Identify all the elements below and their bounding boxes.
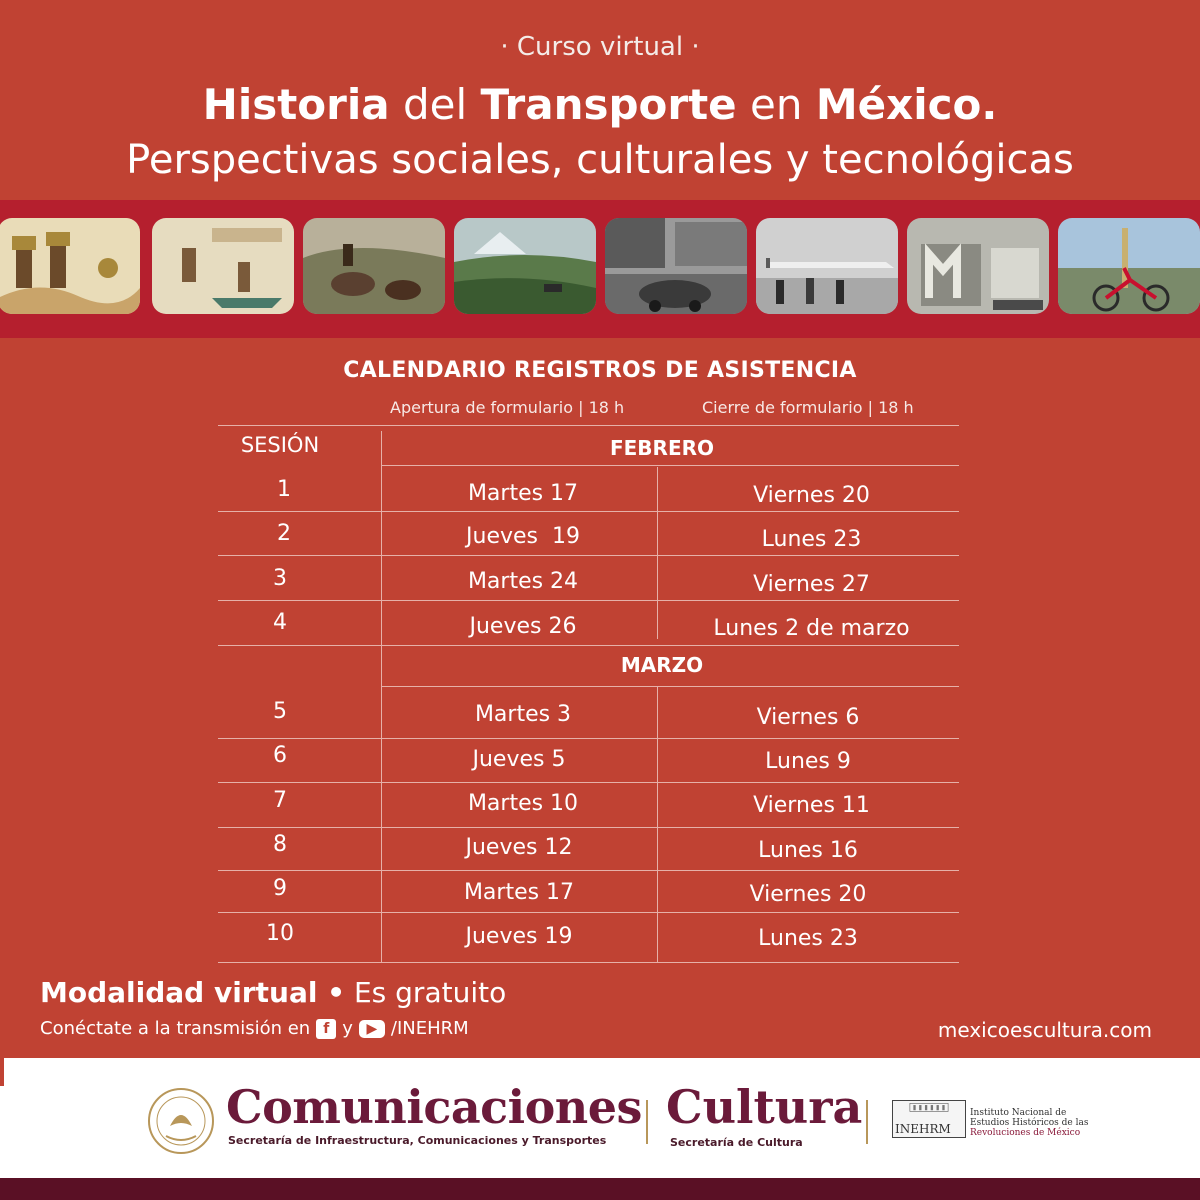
close-date: Viernes 27 bbox=[753, 572, 870, 597]
course-kicker: · Curso virtual · bbox=[500, 32, 700, 62]
close-label: Cierre de formulario | 18 h bbox=[702, 398, 914, 417]
image-strip bbox=[0, 200, 1200, 338]
connect-handle[interactable]: /INEHRM bbox=[390, 1018, 469, 1039]
table-rule bbox=[382, 465, 959, 466]
comunicaciones-subtitle: Secretaría de Infraestructura, Comunicaciones y Transportes bbox=[228, 1134, 607, 1147]
modality-free: Es gratuito bbox=[345, 976, 507, 1009]
title-word-del: del bbox=[389, 80, 481, 129]
session-number: 4 bbox=[273, 610, 287, 635]
inehrm-desc-line: Estudios Históricos de las bbox=[970, 1118, 1089, 1128]
table-rule bbox=[218, 555, 959, 556]
national-seal-icon bbox=[146, 1086, 216, 1156]
session-number: 3 bbox=[273, 566, 287, 591]
table-rule bbox=[218, 738, 959, 739]
close-date: Lunes 2 de marzo bbox=[713, 616, 910, 641]
comunicaciones-logo-text: Comunicaciones bbox=[226, 1080, 642, 1134]
footer-edge-mark bbox=[0, 1058, 4, 1086]
course-subtitle: Perspectivas sociales, culturales y tecnológicas bbox=[126, 137, 1074, 183]
inehrm-description bbox=[970, 1108, 1088, 1138]
open-date: Jueves 19 bbox=[465, 924, 573, 949]
table-rule bbox=[218, 425, 959, 426]
facebook-icon[interactable]: f bbox=[316, 1019, 336, 1039]
open-date: Jueves 19 bbox=[466, 524, 580, 549]
close-date: Viernes 20 bbox=[753, 483, 870, 508]
bottom-bar bbox=[0, 1178, 1200, 1200]
table-rule bbox=[218, 912, 959, 913]
table-rule bbox=[218, 962, 959, 963]
session-number: 10 bbox=[266, 921, 294, 946]
valley-railway-painting-image bbox=[454, 218, 596, 314]
open-date: Jueves 12 bbox=[465, 835, 573, 860]
session-header: SESIÓN bbox=[240, 433, 320, 457]
table-rule bbox=[218, 511, 959, 512]
airport-plane-photo bbox=[756, 218, 898, 314]
close-date: Lunes 9 bbox=[765, 749, 851, 774]
inehrm-desc-line: Revoluciones de México bbox=[970, 1128, 1081, 1138]
website-link[interactable]: mexicoescultura.com bbox=[937, 1018, 1152, 1042]
title-word-transporte: Transporte bbox=[480, 80, 737, 129]
cultura-subtitle: Secretaría de Cultura bbox=[670, 1136, 803, 1149]
session-number: 8 bbox=[273, 832, 287, 857]
session-number: 1 bbox=[277, 477, 291, 502]
metro-tickets-photo bbox=[907, 218, 1049, 314]
open-date: Martes 24 bbox=[467, 569, 579, 594]
session-number: 5 bbox=[273, 699, 287, 724]
cultura-logo-text: Cultura bbox=[666, 1080, 863, 1134]
title-word-en: en bbox=[736, 80, 816, 129]
month-header-febrero: FEBRERO bbox=[609, 436, 715, 460]
month-header-marzo: MARZO bbox=[620, 653, 704, 677]
table-divider bbox=[657, 687, 658, 963]
close-date: Lunes 23 bbox=[758, 926, 858, 951]
table-rule bbox=[218, 600, 959, 601]
codex-canoe-image bbox=[152, 218, 294, 314]
title-word-historia: Historia bbox=[202, 80, 390, 129]
inehrm-abbr: INEHRM bbox=[895, 1122, 951, 1136]
table-rule bbox=[218, 645, 959, 646]
title-word-mexico: México. bbox=[815, 80, 998, 129]
session-number: 7 bbox=[273, 788, 287, 813]
table-divider bbox=[657, 467, 658, 639]
modality-label: Modalidad virtual • bbox=[40, 976, 346, 1009]
modality-line bbox=[40, 976, 506, 1009]
open-date: Jueves 26 bbox=[469, 614, 577, 639]
connect-text: Conéctate a la transmisión en bbox=[40, 1018, 311, 1039]
connect-line bbox=[40, 1018, 469, 1039]
calendar-title: CALENDARIO REGISTROS DE ASISTENCIA bbox=[343, 358, 857, 383]
close-date: Viernes 11 bbox=[753, 793, 870, 818]
table-rule bbox=[218, 827, 959, 828]
logo-separator bbox=[646, 1100, 648, 1144]
open-date: Martes 10 bbox=[467, 791, 579, 816]
close-date: Viernes 20 bbox=[749, 882, 867, 907]
logo-separator bbox=[866, 1100, 868, 1144]
youtube-icon[interactable]: ▶ bbox=[359, 1020, 385, 1038]
bike-angel-column-photo bbox=[1058, 218, 1200, 314]
session-number: 9 bbox=[273, 876, 287, 901]
table-rule bbox=[382, 686, 959, 687]
mule-train-painting-image bbox=[303, 218, 445, 314]
open-label: Apertura de formulario | 18 h bbox=[390, 398, 625, 417]
open-date: Jueves 5 bbox=[472, 747, 566, 772]
open-date: Martes 17 bbox=[467, 481, 579, 506]
table-rule bbox=[218, 870, 959, 871]
header bbox=[0, 0, 1200, 198]
open-date: Martes 3 bbox=[474, 702, 572, 727]
codex-carriers-image bbox=[0, 218, 140, 314]
session-number: 6 bbox=[273, 743, 287, 768]
calendar-table bbox=[218, 425, 959, 963]
course-title bbox=[0, 80, 1200, 130]
inehrm-desc-line: Instituto Nacional de bbox=[970, 1108, 1067, 1118]
close-date: Lunes 23 bbox=[761, 527, 862, 552]
close-date: Lunes 16 bbox=[758, 838, 858, 863]
table-rule bbox=[218, 782, 959, 783]
city-street-cars-photo bbox=[605, 218, 747, 314]
close-date: Viernes 6 bbox=[756, 705, 860, 730]
session-number: 2 bbox=[277, 521, 291, 546]
open-date: Martes 17 bbox=[463, 880, 575, 905]
connect-and: y bbox=[342, 1018, 353, 1039]
